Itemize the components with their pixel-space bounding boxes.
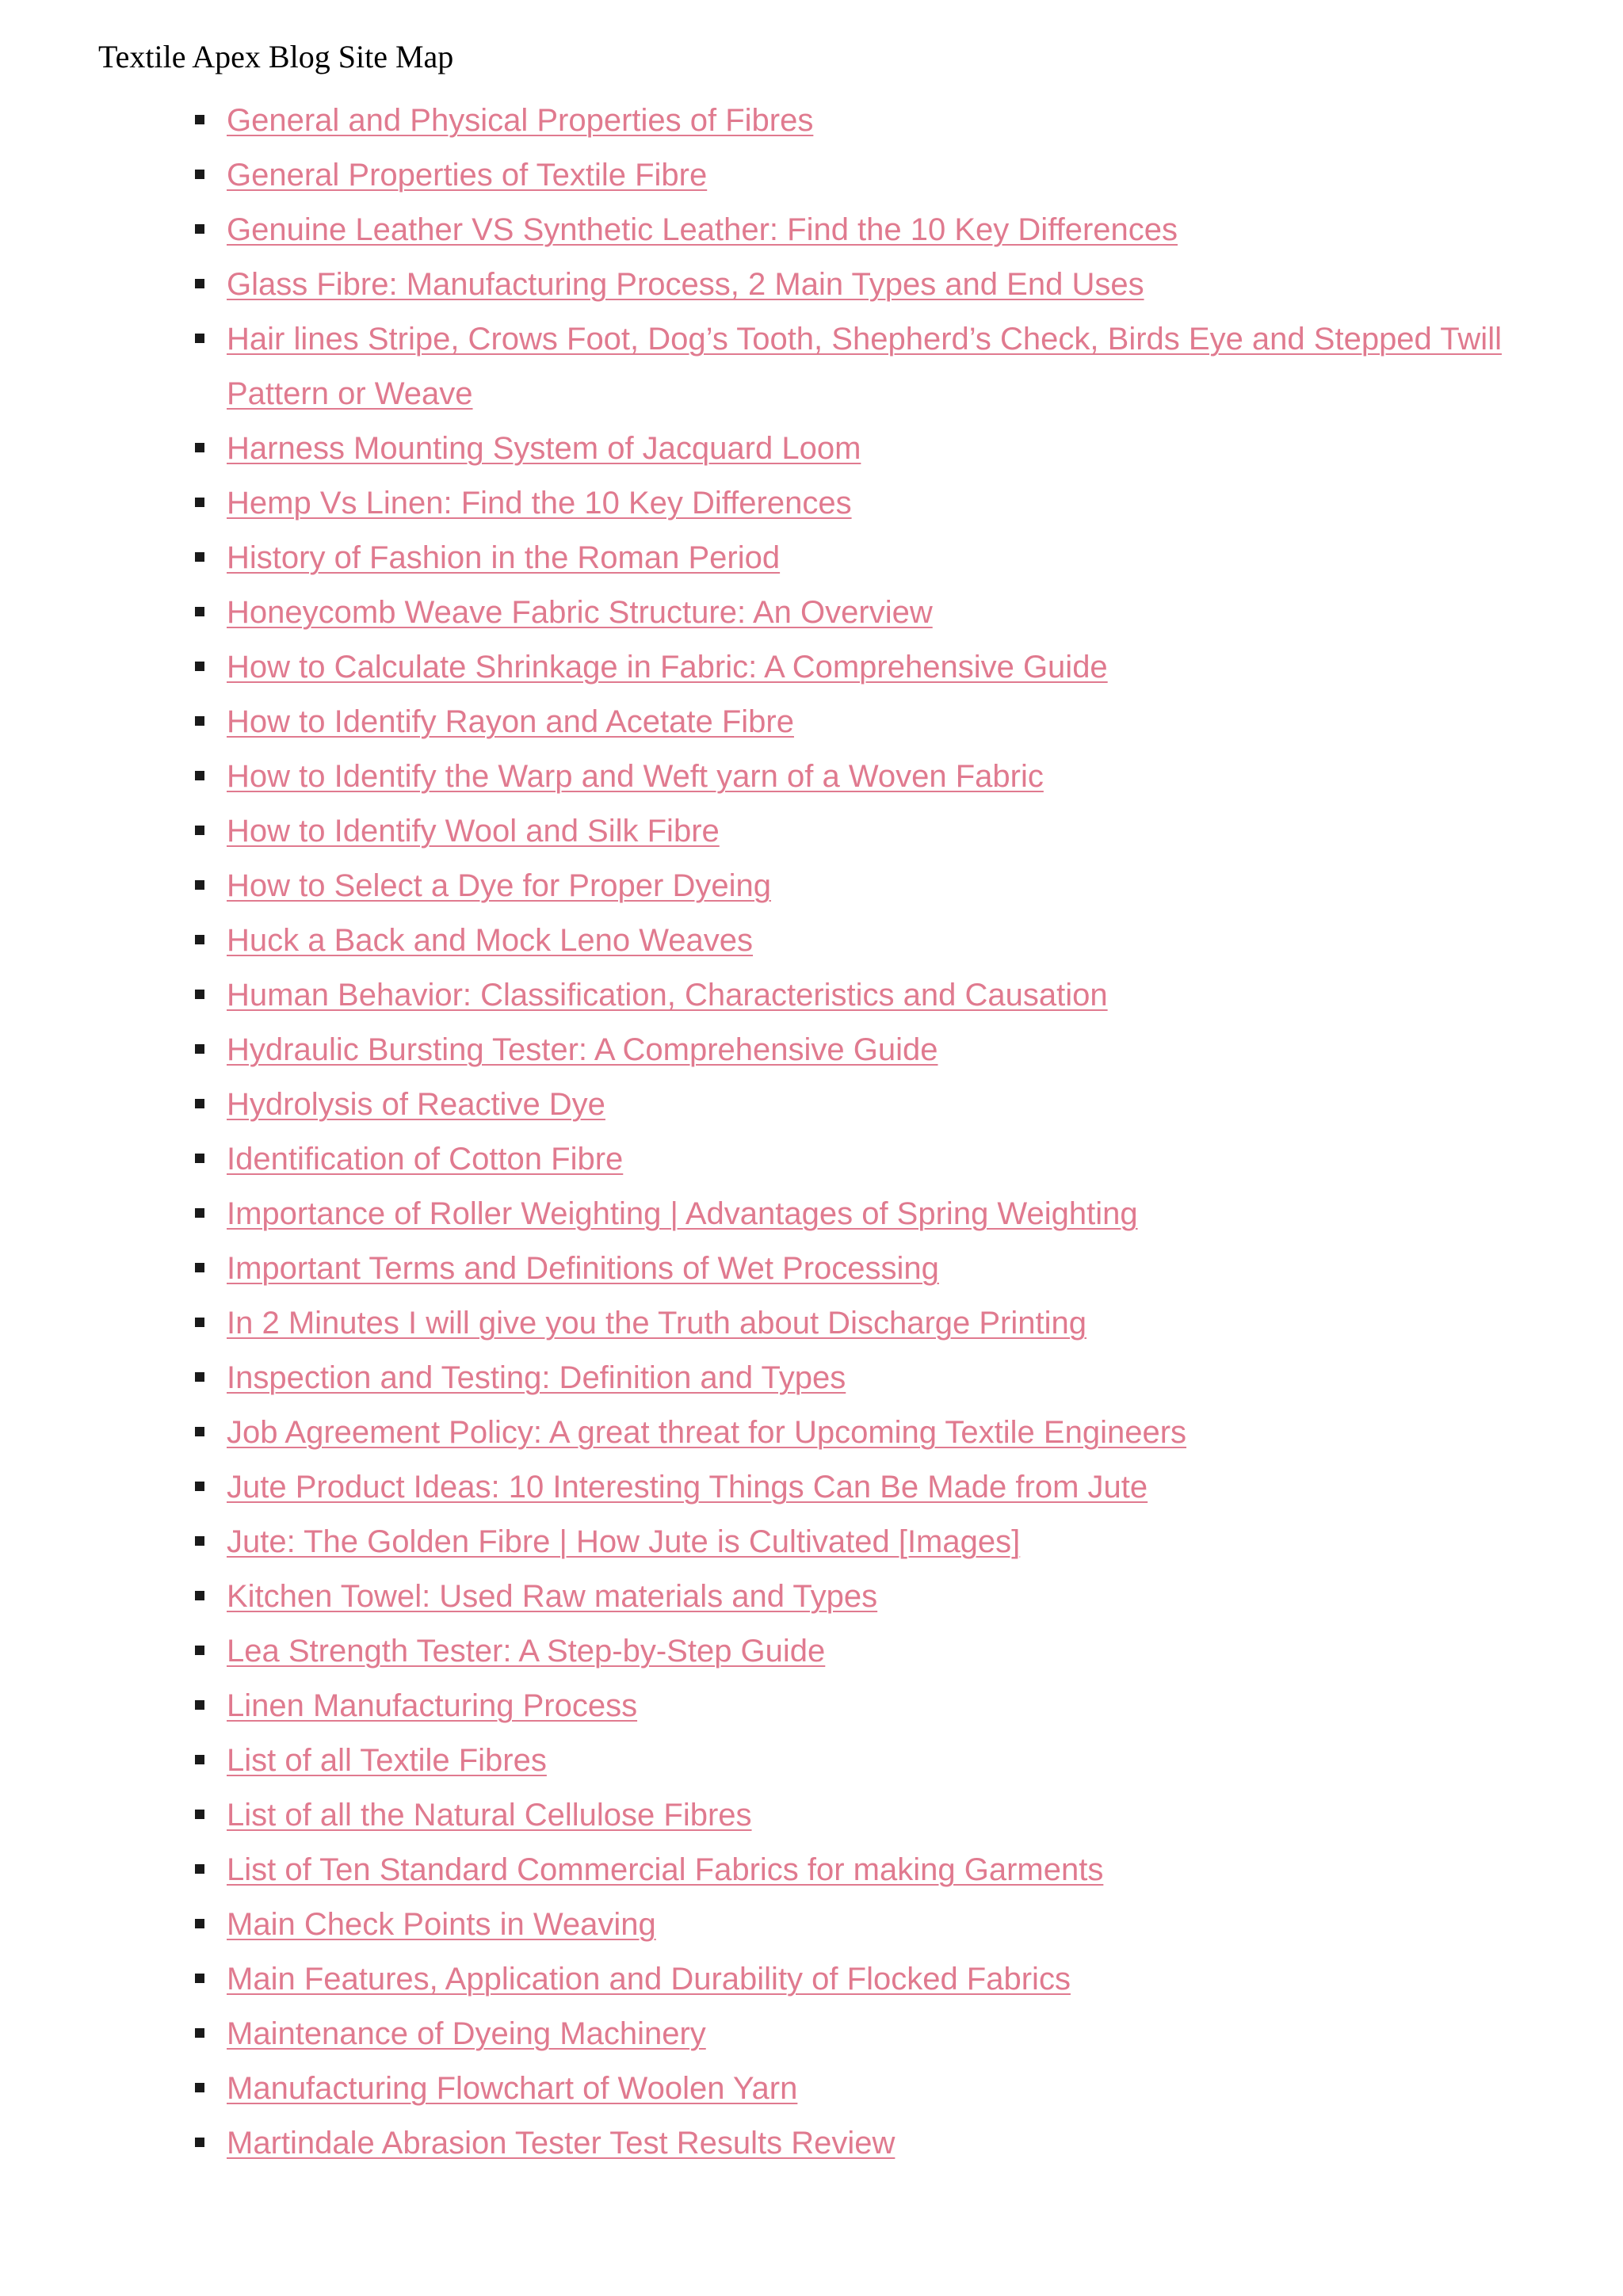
square-bullet-icon [195, 662, 204, 671]
post-link[interactable]: Jute Product Ideas: 10 Interesting Things Can Be Made from Jute [227, 1470, 1148, 1505]
square-bullet-icon [195, 716, 204, 726]
post-link[interactable]: Huck a Back and Mock Leno Weaves [227, 923, 754, 958]
post-link[interactable]: Manufacturing Flowchart of Woolen Yarn [227, 2071, 798, 2106]
square-bullet-icon [195, 1810, 204, 1819]
square-bullet-icon [195, 1919, 204, 1928]
square-bullet-icon [195, 498, 204, 507]
list-item [227, 1788, 1510, 1843]
post-link[interactable]: History of Fashion in the Roman Period [227, 540, 781, 575]
square-bullet-icon [195, 1646, 204, 1655]
list-item [227, 1569, 1510, 1624]
square-bullet-icon [195, 1099, 204, 1108]
list-item [227, 1023, 1510, 1077]
post-link[interactable]: Identification of Cotton Fibre [227, 1142, 624, 1177]
square-bullet-icon [195, 1591, 204, 1600]
list-item [227, 312, 1510, 421]
post-link[interactable]: Main Check Points in Weaving [227, 1907, 656, 1942]
post-link[interactable]: Genuine Leather VS Synthetic Leather: Find the 10 Key Differences [227, 212, 1178, 247]
post-link[interactable]: How to Select a Dye for Proper Dyeing [227, 868, 771, 903]
list-item [227, 1187, 1510, 1241]
list-item [227, 640, 1510, 695]
post-link[interactable]: Hydraulic Bursting Tester: A Comprehensive Guide [227, 1032, 938, 1067]
square-bullet-icon [195, 1482, 204, 1491]
post-link[interactable]: How to Identify the Warp and Weft yarn of a Woven Fabric [227, 759, 1044, 794]
square-bullet-icon [195, 1864, 204, 1874]
list-item [227, 859, 1510, 913]
list-item [227, 421, 1510, 476]
post-link[interactable]: How to Calculate Shrinkage in Fabric: A Comprehensive Guide [227, 650, 1108, 685]
post-link[interactable]: Maintenance of Dyeing Machinery [227, 2016, 706, 2051]
post-link[interactable]: Lea Strength Tester: A Step-by-Step Guide [227, 1634, 826, 1669]
square-bullet-icon [195, 880, 204, 890]
list-item [227, 1515, 1510, 1569]
post-link[interactable]: Linen Manufacturing Process [227, 1688, 638, 1723]
list-item [227, 913, 1510, 968]
square-bullet-icon [195, 1700, 204, 1710]
square-bullet-icon [195, 2083, 204, 2092]
square-bullet-icon [195, 443, 204, 452]
list-item [227, 2007, 1510, 2061]
post-link[interactable]: Important Terms and Definitions of Wet Processing [227, 1251, 939, 1286]
post-link[interactable]: Job Agreement Policy: A great threat for Upcoming Textile Engineers [227, 1415, 1187, 1450]
list-item [227, 749, 1510, 804]
post-link[interactable]: Hydrolysis of Reactive Dye [227, 1087, 605, 1122]
post-link[interactable]: In 2 Minutes I will give you the Truth about Discharge Printing [227, 1306, 1086, 1341]
post-link[interactable]: List of all the Natural Cellulose Fibres [227, 1798, 752, 1833]
square-bullet-icon [195, 1208, 204, 1218]
list-item [227, 1733, 1510, 1788]
list-item [227, 1296, 1510, 1351]
post-link[interactable]: Martindale Abrasion Tester Test Results Review [227, 2126, 896, 2161]
list-item [227, 2116, 1510, 2171]
list-item [227, 1624, 1510, 1679]
square-bullet-icon [195, 279, 204, 288]
square-bullet-icon [195, 115, 204, 124]
square-bullet-icon [195, 771, 204, 780]
list-item [227, 695, 1510, 749]
list-item [227, 804, 1510, 859]
post-link[interactable]: List of all Textile Fibres [227, 1743, 547, 1778]
post-link[interactable]: Hair lines Stripe, Crows Foot, Dog’s Tooth, Shepherd’s Check, Birds Eye and Stepped Twill Pattern or Weave [227, 322, 1502, 411]
post-link[interactable]: Honeycomb Weave Fabric Structure: An Overview [227, 595, 933, 630]
post-link[interactable]: General and Physical Properties of Fibres [227, 103, 814, 138]
post-link[interactable]: Glass Fibre: Manufacturing Process, 2 Main Types and End Uses [227, 267, 1144, 302]
post-link[interactable]: Main Features, Application and Durability of Flocked Fabrics [227, 1962, 1071, 1997]
list-item [227, 1952, 1510, 2007]
square-bullet-icon [195, 224, 204, 234]
list-item [227, 93, 1510, 148]
square-bullet-icon [195, 170, 204, 179]
sitemap-link-list [0, 93, 1510, 2171]
post-link[interactable]: Jute: The Golden Fibre | How Jute is Cultivated [Images] [227, 1524, 1021, 1559]
post-link[interactable]: Human Behavior: Classification, Characteristics and Causation [227, 978, 1108, 1013]
post-link[interactable]: How to Identify Wool and Silk Fibre [227, 814, 720, 849]
square-bullet-icon [195, 1044, 204, 1054]
list-item [227, 968, 1510, 1023]
square-bullet-icon [195, 1974, 204, 1983]
post-link[interactable]: Kitchen Towel: Used Raw materials and Types [227, 1579, 878, 1614]
list-item [227, 1132, 1510, 1187]
list-item [227, 1843, 1510, 1897]
post-link[interactable]: Hemp Vs Linen: Find the 10 Key Differences [227, 486, 852, 521]
square-bullet-icon [195, 1372, 204, 1382]
list-item [227, 1897, 1510, 1952]
list-item [227, 1351, 1510, 1405]
square-bullet-icon [195, 334, 204, 343]
post-link[interactable]: How to Identify Rayon and Acetate Fibre [227, 704, 794, 739]
square-bullet-icon [195, 1755, 204, 1764]
square-bullet-icon [195, 2138, 204, 2147]
post-link[interactable]: Inspection and Testing: Definition and Types [227, 1360, 846, 1395]
list-item [227, 257, 1510, 312]
list-item [227, 1460, 1510, 1515]
square-bullet-icon [195, 990, 204, 999]
list-item [227, 148, 1510, 203]
square-bullet-icon [195, 552, 204, 562]
square-bullet-icon [195, 1154, 204, 1163]
post-link[interactable]: Importance of Roller Weighting | Advantages of Spring Weighting [227, 1196, 1138, 1231]
list-item [227, 1241, 1510, 1296]
post-link[interactable]: List of Ten Standard Commercial Fabrics for making Garments [227, 1852, 1104, 1887]
square-bullet-icon [195, 1536, 204, 1546]
page-title: Textile Apex Blog Site Map [98, 39, 454, 74]
post-link[interactable]: Harness Mounting System of Jacquard Loom [227, 431, 861, 466]
square-bullet-icon [195, 1318, 204, 1327]
post-link[interactable]: General Properties of Textile Fibre [227, 158, 708, 193]
list-item [227, 1679, 1510, 1733]
square-bullet-icon [195, 1427, 204, 1436]
list-item [227, 531, 1510, 585]
list-item [227, 585, 1510, 640]
square-bullet-icon [195, 826, 204, 835]
list-item [227, 2061, 1510, 2116]
list-item [227, 203, 1510, 257]
square-bullet-icon [195, 2028, 204, 2038]
square-bullet-icon [195, 1263, 204, 1272]
list-item [227, 476, 1510, 531]
square-bullet-icon [195, 607, 204, 616]
square-bullet-icon [195, 935, 204, 944]
list-item [227, 1405, 1510, 1460]
list-item [227, 1077, 1510, 1132]
